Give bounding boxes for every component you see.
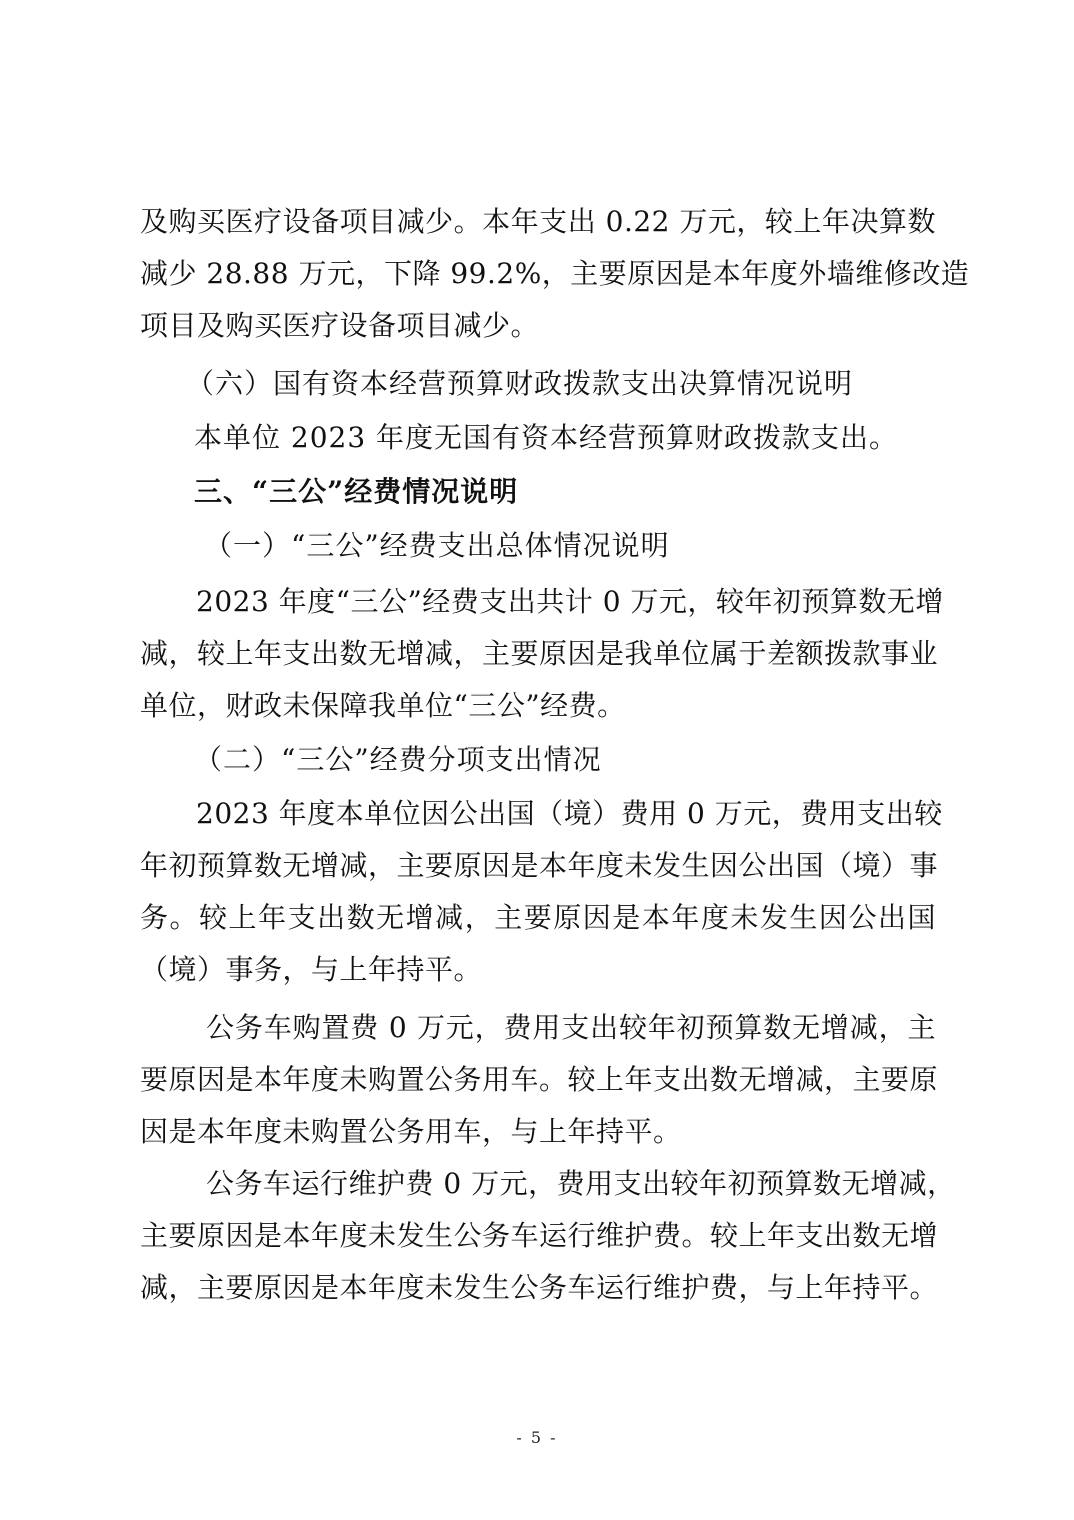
text-line: 减，较上年支出数无增减，主要原因是我单位属于差额拨款事业 (140, 637, 939, 670)
text-line: 公务车运行维护费 0 万元，费用支出较年初预算数无增减， (206, 1167, 956, 1200)
text-line: （境）事务，与上年持平。 (140, 953, 483, 986)
text-line: 2023 年度“三公”经费支出共计 0 万元，较年初预算数无增 (196, 585, 944, 618)
text-line: 单位，财政未保障我单位“三公”经费。 (140, 689, 626, 722)
text-line: 及购买医疗设备项目减少。本年支出 0.22 万元，较上年决算数 (140, 205, 936, 238)
subheading-itemized: （二）“三公”经费分项支出情况 (194, 743, 602, 776)
text-line: 要原因是本年度未购置公务用车。较上年支出数无增减，主要原 (140, 1063, 939, 1096)
text-line: 减少 28.88 万元，下降 99.2%，主要原因是本年度外墙维修改造 (140, 257, 970, 290)
text-line: 年初预算数无增减，主要原因是本年度未发生因公出国（境）事 (140, 849, 939, 882)
text-line: 务。较上年支出数无增减，主要原因是本年度未发生因公出国 (140, 901, 936, 934)
subheading-overall: （一）“三公”经费支出总体情况说明 (204, 529, 670, 562)
text-line: 公务车购置费 0 万元，费用支出较年初预算数无增减，主 (206, 1011, 936, 1044)
paragraph-no-state-capital: 本单位 2023 年度无国有资本经营预算财政拨款支出。 (194, 421, 899, 454)
paragraph-overall (140, 576, 944, 732)
text-line: 主要原因是本年度未发生公务车运行维护费。较上年支出数无增 (140, 1219, 939, 1252)
page-number: - 5 - (516, 1428, 558, 1447)
text-line: 因是本年度未购置公务用车，与上年持平。 (140, 1115, 682, 1148)
paragraph-continued (140, 196, 970, 352)
paragraph-overseas-travel (140, 788, 943, 996)
text-line: 减，主要原因是本年度未发生公务车运行维护费，与上年持平。 (140, 1271, 939, 1304)
subsection-heading-6: （六）国有资本经营预算财政拨款支出决算情况说明 (186, 367, 854, 400)
paragraph-vehicle-maintenance (140, 1158, 956, 1314)
paragraph-vehicle-purchase (140, 1002, 939, 1158)
text-line: 项目及购买医疗设备项目减少。 (140, 309, 540, 342)
text-line: 2023 年度本单位因公出国（境）费用 0 万元，费用支出较 (196, 797, 943, 830)
section-title-three-public: 三、“三公”经费情况说明 (194, 475, 519, 508)
